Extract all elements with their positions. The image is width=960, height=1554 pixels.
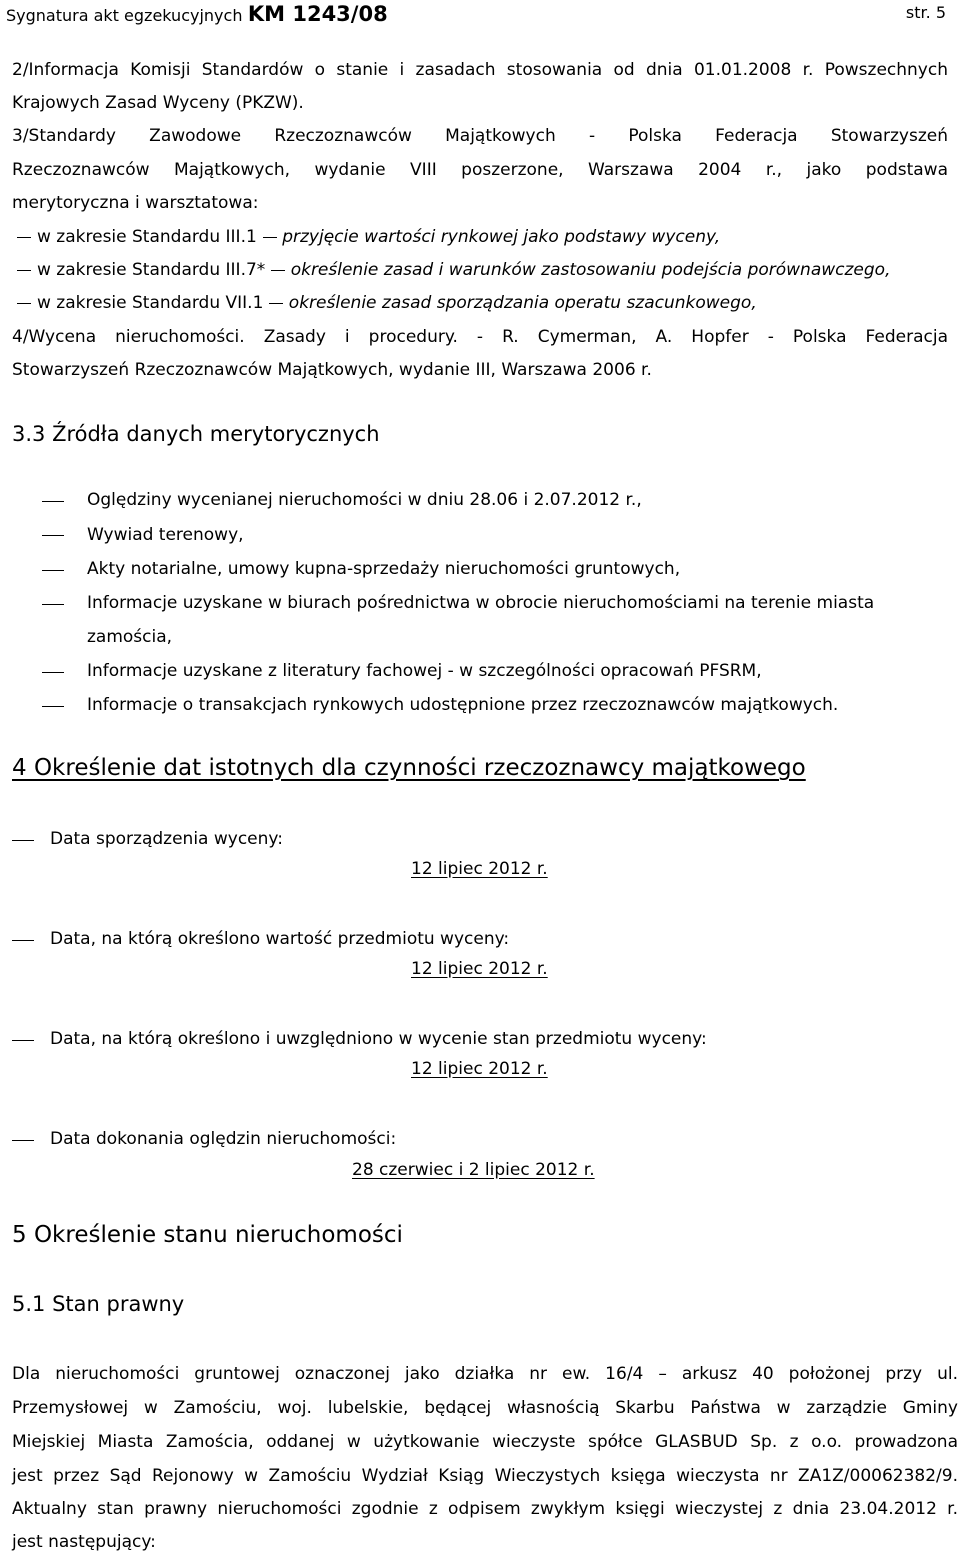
- dash-icon: [17, 270, 31, 271]
- date-value: 12 lipiec 2012 r.: [411, 859, 548, 879]
- legal-status-text: jest następujący:: [12, 1532, 156, 1552]
- dash-icon: [42, 501, 64, 502]
- state-heading: 5 Określenie stanu nieruchomości: [12, 1222, 403, 1248]
- dash-icon: [12, 840, 34, 841]
- legal-status-text: Aktualny stan prawny nieruchomości zgodnie z odpisem zwykłym księgi wieczystej z dnia 23.04.2012 r.: [12, 1499, 958, 1519]
- source-item: Akty notarialne, umowy kupna-sprzedaży nieruchomości gruntowych,: [87, 559, 681, 579]
- dash-icon: [12, 1040, 34, 1041]
- ref-4-line-1: 4/Wycena nieruchomości. Zasady i procedury. - R. Cymerman, A. Hopfer - Polska Federacja: [12, 327, 948, 347]
- dates-heading: 4 Określenie dat istotnych dla czynności rzeczoznawcy majątkowego: [12, 755, 806, 781]
- date-label: Data dokonania oględzin nieruchomości:: [50, 1129, 397, 1149]
- source-item: Informacje uzyskane w biurach pośrednictwa w obrocie nieruchomościami na terenie miasta: [87, 593, 875, 613]
- date-label: Data sporządzenia wyceny:: [50, 829, 283, 849]
- dash-icon: [17, 237, 31, 238]
- standard-item: w zakresie Standardu III.7* określenie zasad i warunków zastosowaniu podejścia porównawczego,: [17, 258, 890, 282]
- source-item: Oględziny wycenianej nieruchomości w dniu 28.06 i 2.07.2012 r.,: [87, 490, 642, 510]
- case-number: KM 1243/08: [247, 2, 388, 26]
- ref-2-line-2: Krajowych Zasad Wyceny (PKZW).: [12, 93, 304, 113]
- dash-icon: [42, 672, 64, 673]
- ref-2-line-1: 2/Informacja Komisji Standardów o stanie i zasadach stosowania od dnia 01.01.2008 r. Powszechnych: [12, 60, 948, 80]
- header-prefix: Sygnatura akt egzekucyjnych: [6, 6, 243, 25]
- legal-status-text: Przemysłowej w Zamościu, woj. lubelskie, będącej własnością Skarbu Państwa w zarządzie Gminy: [12, 1398, 958, 1418]
- dash-icon: [42, 535, 64, 536]
- source-item: Informacje uzyskane z literatury fachowej - w szczególności opracowań PFSRM,: [87, 661, 762, 681]
- page-header: [6, 2, 388, 28]
- ref-3-line-1: 3/Standardy Zawodowe Rzeczoznawców Majątkowych - Polska Federacja Stowarzyszeń: [12, 126, 948, 146]
- dash-icon: [12, 1140, 34, 1141]
- ref-3-line-2: Rzeczoznawców Majątkowych, wydanie VIII poszerzone, Warszawa 2004 r., jako podstawa: [12, 160, 948, 180]
- legal-status-text: jest przez Sąd Rejonowy w Zamościu Wydział Ksiąg Wieczystych księga wieczysta nr ZA1Z/00062382/9.: [12, 1466, 958, 1486]
- legal-status-heading: 5.1 Stan prawny: [12, 1292, 185, 1316]
- standard-item: w zakresie Standardu III.1 przyjęcie wartości rynkowej jako podstawy wyceny,: [17, 225, 720, 249]
- date-value: 28 czerwiec i 2 lipiec 2012 r.: [352, 1160, 595, 1180]
- dash-icon: [271, 270, 285, 271]
- legal-status-text: Dla nieruchomości gruntowej oznaczonej jako działka nr ew. 16/4 – arkusz 40 położonej przy ul.: [12, 1364, 958, 1384]
- source-item: Wywiad terenowy,: [87, 525, 244, 545]
- sources-heading: 3.3 Źródła danych merytorycznych: [12, 422, 380, 446]
- dash-icon: [42, 604, 64, 605]
- ref-4-line-2: Stowarzyszeń Rzeczoznawców Majątkowych, wydanie III, Warszawa 2006 r.: [12, 360, 652, 380]
- source-item: Informacje o transakcjach rynkowych udostępnione przez rzeczoznawców majątkowych.: [87, 695, 839, 715]
- ref-3-line-3: merytoryczna i warsztatowa:: [12, 193, 259, 213]
- standard-item: w zakresie Standardu VII.1 określenie zasad sporządzania operatu szacunkowego,: [17, 291, 757, 315]
- date-label: Data, na którą określono wartość przedmiotu wyceny:: [50, 929, 510, 949]
- dash-icon: [17, 303, 31, 304]
- page-number: str. 5: [905, 3, 946, 22]
- dash-icon: [263, 237, 277, 238]
- date-label: Data, na którą określono i uwzględniono w wycenie stan przedmiotu wyceny:: [50, 1029, 707, 1049]
- date-value: 12 lipiec 2012 r.: [411, 959, 548, 979]
- date-value: 12 lipiec 2012 r.: [411, 1059, 548, 1079]
- dash-icon: [42, 570, 64, 571]
- source-item-continuation: zamościa,: [87, 627, 173, 647]
- dash-icon: [42, 706, 64, 707]
- legal-status-text: Miejskiej Miasta Zamościa, oddanej w użytkowanie wieczyste spółce GLASBUD Sp. z o.o. prowadzona: [12, 1432, 958, 1452]
- dash-icon: [269, 303, 283, 304]
- dash-icon: [12, 940, 34, 941]
